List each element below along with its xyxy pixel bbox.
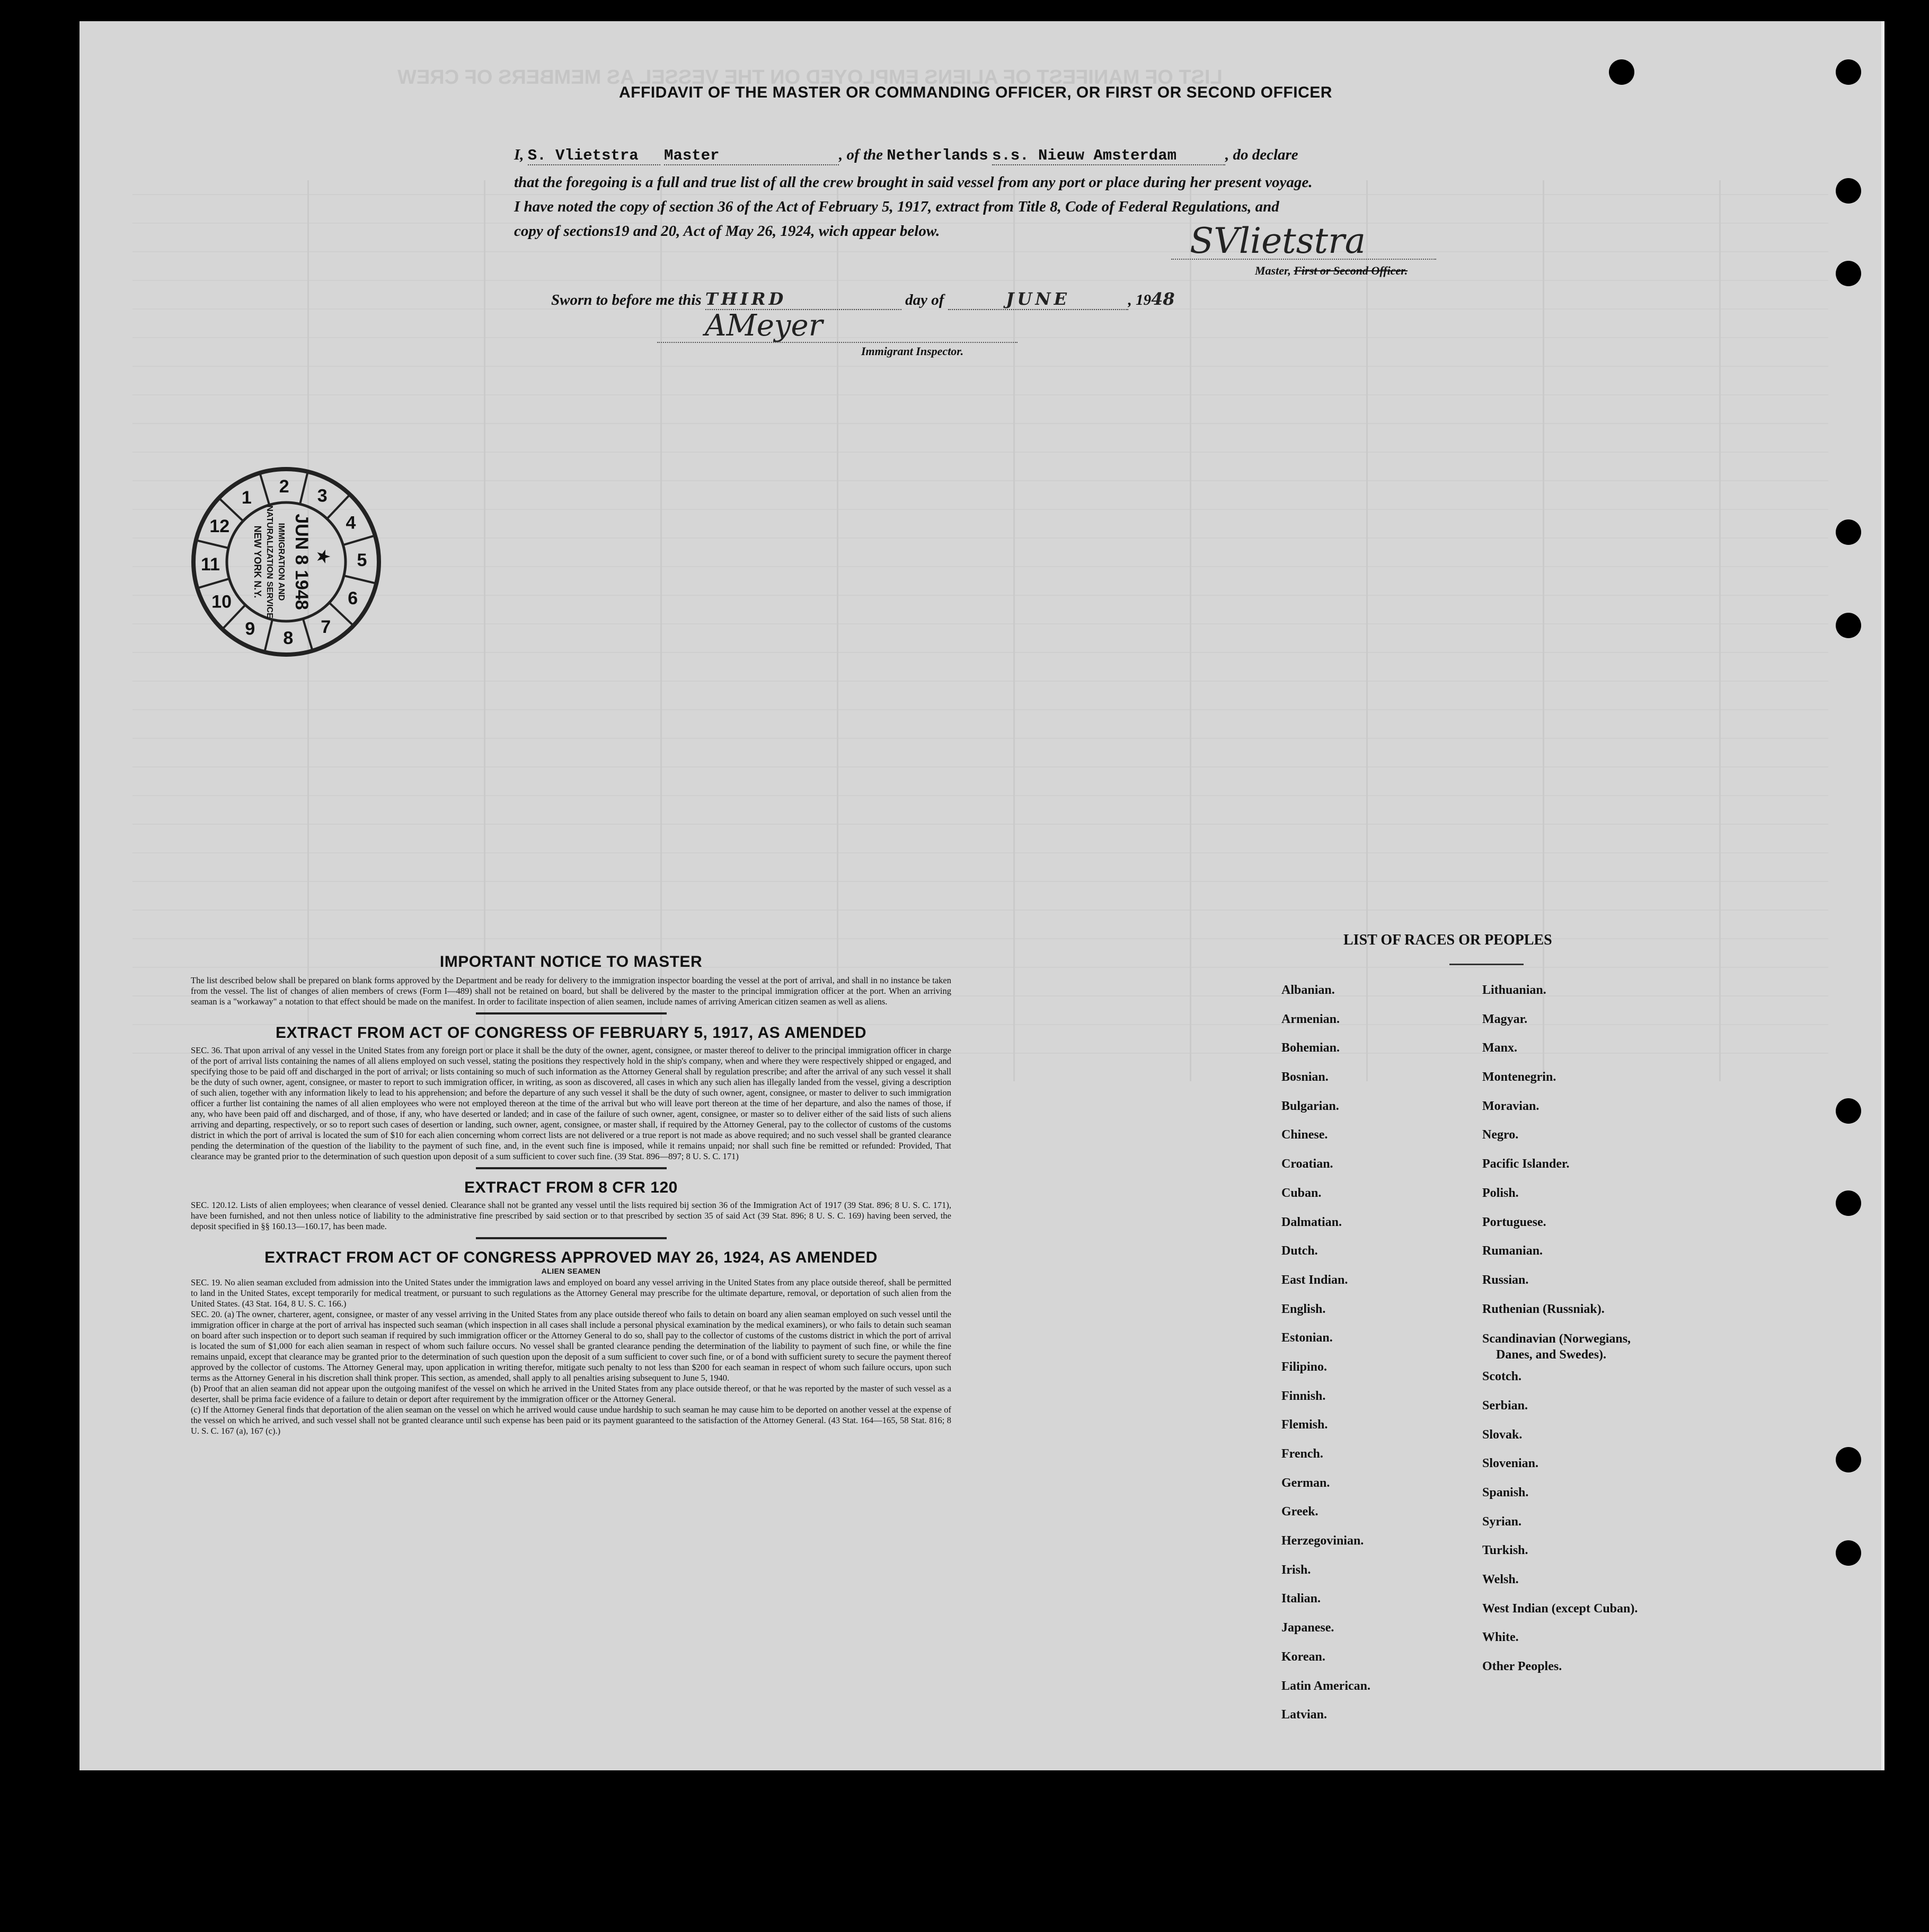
sworn-year-prefix: , 19 <box>1128 292 1152 308</box>
caption-master: Master, <box>1255 264 1291 277</box>
race-item: East Indian. <box>1281 1273 1348 1287</box>
sworn-year: 48 <box>1151 289 1175 309</box>
race-item: Spanish. <box>1482 1486 1529 1499</box>
affidavit-declare: , do declare <box>1225 146 1298 163</box>
stamp-ring-divider <box>197 579 229 588</box>
signature-line <box>1171 259 1436 261</box>
race-item: Irish. <box>1281 1563 1311 1577</box>
stamp-ring-number: 10 <box>211 592 232 612</box>
extract-1924-sec19: SEC. 19. No alien seaman excluded from admission into the United States under the immigration laws and employed on board any vessel arriving in the United States from any place outside thereof, shall be permitted to land in the United States, except temporarily for medical treatment, or pursuant to such regulations as the Attorney General may prescribe for the ultimate departure, removal, or deportation of such alien from the United States. (43 Stat. 164, 8 U. S. C. 166.) <box>191 1277 951 1309</box>
extract-cfr-title: EXTRACT FROM 8 CFR 120 <box>464 1179 678 1196</box>
master-name: S. Vlietstra <box>528 147 660 165</box>
extract-1924-sec20b: (b) Proof that an alien seaman did not appear upon the outgoing manifest of the vessel on which he arrived in the United States from any place outside thereof, or that he was reported by the master of such vessel as a deserter, shall be prima facie evidence of a failure to detain or deport after requirement by the immigration officer or the Attorney General. <box>191 1383 951 1404</box>
race-item: Lithuanian. <box>1482 983 1546 997</box>
extract-cfr-body: SEC. 120.12. Lists of alien employees; when clearance of vessel denied. Clearance shall not be granted any vessel until the lists required bij section 36 of the Immigration Act of 1917 (39 Stat. 896; 8 U. S. C. 171), have been furnished, and not then unless notice of liability to the administrative fine prescribed by said section or to that prescribed by section 35 of said Act (39 Stat. 896; 8 U. S. C. 169) having been served, the deposit specified in §§ 160.13—160.17, has been made. <box>191 1200 951 1231</box>
affidavit-of-the: of the <box>846 146 883 163</box>
affidavit-line-2: that the foregoing is a full and true list of all the crew brought in said vessel from any port or place during her present voyage. <box>514 174 1313 191</box>
punch-hole <box>1836 59 1861 85</box>
divider <box>476 1167 667 1169</box>
extract-1917-body: SEC. 36. That upon arrival of any vessel in the United States from any foreign port or place it shall be the duty of the owner, agent, consignee, or master thereof to deliver to the principal immigration officer in charge of the port of arrival lists containing the names of all aliens employed on such vessel, stating the positions they respectively hold in the ship's company, when and where they were respectively shipped or engaged, and specifying those to be paid off and discharged in the port of arrival; or lists containing so much of such information as the Attorney General shall by regulation prescribe; and after the arrival of any such vessel it shall be the duty of such owner, agent, consignee, or master to report to such immigration officer, in writing, as soon as discovered, all cases in which any such alien has illegally landed from the vessel, giving a description of such alien, together with any information likely to lead to his apprehension; and before the departure of any such vessel it shall be the duty of such owner, agent, consignee, or master to deliver to such immigration officer a further list containing the names of all alien employees who were not employed thereon at the time of the arrival but who will leave port thereon at the time of her departure, and also the names of those, if any, who have been paid off and discharged, and of those, if any, who have deserted or landed; and in case of the failure of such owner, agent, consignee, or master so to deliver either of the said lists of such aliens arriving and departing, respectively, or so to report such cases of desertion or landing, such owner, agent, consignee, or master shall, if required by the Attorney General, pay to the collector of customs of the customs district in which the port of arrival is located the sum of $10 for each alien concerning whom correct lists are not delivered or a true report is not made as above required; and no such vessel shall be granted clearance pending the determination of the question of the liability to the payment of such fine, and, in the event such fine is imposed, while it remains unpaid; nor shall such fine be remitted or refunded: Provided, That clearance may be granted prior to the determination of such question upon deposit of a sum sufficient to cover such fine. (39 Stat. 896—897; 8 U. S. C. 171) <box>191 1045 951 1161</box>
sworn-day: THIRD <box>705 289 901 310</box>
stamp-ring-number: 2 <box>279 477 289 497</box>
inspector-signature: AMeyer <box>705 308 823 343</box>
stamp-ring-number: 3 <box>317 486 328 506</box>
race-item: Negro. <box>1482 1128 1519 1142</box>
sworn-day-of: day of <box>905 292 944 308</box>
stamp-ring-divider <box>303 619 313 650</box>
affidavit-line-1: I, S. Vlietstra Master , of the Netherlands s.s. Nieuw Amsterdam , do declare <box>514 146 1298 164</box>
race-item: Portuguese. <box>1482 1215 1546 1229</box>
master-signature: SVlietstra <box>1190 220 1366 261</box>
vessel-name: s.s. Nieuw Amsterdam <box>992 147 1225 165</box>
stamp-ring-number: 9 <box>245 619 255 639</box>
bleed-through-columns <box>132 180 1828 1081</box>
master-rank: Master <box>664 147 839 165</box>
extract-1924-title: EXTRACT FROM ACT OF CONGRESS APPROVED MAY 26, 1924, AS AMENDED <box>264 1249 878 1266</box>
race-item: Syrian. <box>1482 1514 1522 1529</box>
race-item: Bulgarian. <box>1281 1099 1339 1113</box>
race-item: Scandinavian (Norwegians, Danes, and Swedes). <box>1482 1331 1638 1372</box>
affidavit-line-4: copy of sections19 and 20, Act of May 26, 1924, wich appear below. <box>514 223 940 240</box>
affidavit-i: I, <box>514 146 524 163</box>
stamp-seal <box>188 464 384 660</box>
race-item: Latin American. <box>1281 1679 1370 1693</box>
race-item: Slovenian. <box>1482 1457 1539 1471</box>
race-item: Scotch. <box>1482 1370 1521 1384</box>
race-item: Croatian. <box>1281 1157 1333 1171</box>
race-item: Japanese. <box>1281 1621 1334 1635</box>
sworn-prefix: Sworn to before me this <box>551 292 702 308</box>
stamp-ring-divider <box>196 540 228 548</box>
race-item: Finnish. <box>1281 1389 1326 1403</box>
divider <box>476 1237 667 1239</box>
stamp-ring-number: 12 <box>209 516 230 536</box>
extract-1924-sec20a: SEC. 20. (a) The owner, charterer, agent, consignee, or master of any vessel arriving in the United States from any place outside thereof who fails to detain on board any alien seaman employed on such vessel until the immigration officer in charge at the port of arrival has inspected such seaman (which inspection in all cases shall include a personal physical examination by the medical examiners), or who fails to detain such seaman on board after such inspection or to deport such seaman if required by such immigration officer or the Attorney General to do so, shall pay to the collector of customs of the customs district in which the port of arrival is located the sum of $1,000 for each alien seaman in respect of whom such failure occurs. No vessel shall be granted clearance pending the determination of the liability to payment of such fine, or while the fine remains unpaid, except that clearance may be granted prior to the determination of such question upon the deposit of a sum sufficient to cover such fine, or of a bond with sufficient surety to secure the payment thereof approved by the collector of customs. The Attorney General may, upon application in writing therefor, mitigate such penalty to not less than $200 for each seaman in respect of whom such failure occurs, upon such terms as the Attorney General in his discretion shall think proper. This section, as amended, shall apply to all penalties arising subsequent to June 5, 1940. <box>191 1309 951 1383</box>
race-item: White. <box>1482 1630 1519 1645</box>
race-item: Bosnian. <box>1281 1070 1329 1084</box>
race-item: Cuban. <box>1281 1186 1322 1200</box>
punch-hole <box>1836 1098 1861 1124</box>
race-item: Filipino. <box>1281 1360 1328 1374</box>
caption-struck: First or Second Officer. <box>1294 264 1408 277</box>
stamp-ring-number: 6 <box>348 588 358 609</box>
punch-hole <box>1836 1447 1861 1472</box>
race-item: Albanian. <box>1281 983 1335 997</box>
sworn-month: JUNE <box>948 289 1128 310</box>
inspector-line <box>657 342 1017 344</box>
race-item: West Indian (except Cuban). <box>1482 1601 1638 1616</box>
race-item: Manx. <box>1482 1041 1517 1055</box>
stamp-ring-divider <box>264 620 272 652</box>
stamp-ring-number: 7 <box>321 616 331 637</box>
bleed-through-header: LIST OF MANIFEST OF ALIENS EMPLOYED ON THE VESSEL AS MEMBERS OF CREW <box>397 66 1223 89</box>
race-item: Magyar. <box>1482 1012 1528 1026</box>
race-item: Dalmatian. <box>1281 1215 1342 1229</box>
race-item: Polish. <box>1482 1186 1519 1200</box>
race-item: Latvian. <box>1281 1708 1328 1722</box>
stamp-ring-number: 1 <box>241 488 252 508</box>
races-divider <box>1449 964 1524 965</box>
races-right-column <box>1482 983 1638 1689</box>
race-item: Flemish. <box>1281 1418 1328 1432</box>
race-item: Moravian. <box>1482 1099 1539 1113</box>
race-item: Russian. <box>1482 1273 1529 1287</box>
race-item: German. <box>1281 1476 1330 1490</box>
stamp-ring-number: 8 <box>283 628 294 648</box>
race-item: Herzegovinian. <box>1281 1534 1364 1548</box>
notice-body: The list described below shall be prepared on blank forms approved by the Department and be ready for delivery to the immigration inspector boarding the vessel at the port of arrival, and shall in no instance be taken from the vessel. The list of changes of alien members of crews (Form I—489) shall not be retained on board, but shall be delivered by the master to the principal immigration officer at the port. When an arriving seaman is a "workaway" a notation to that effect should be made on the manifest. In order to facilitate inspection of alien seamen, include names of arriving American citizen seamen as well as aliens. <box>191 975 951 1007</box>
race-item: Other Peoples. <box>1482 1660 1562 1674</box>
notice-title: IMPORTANT NOTICE TO MASTER <box>439 953 703 971</box>
race-item: Montenegrin. <box>1482 1070 1556 1084</box>
races-title: LIST OF RACES OR PEOPLES <box>1343 932 1552 948</box>
sworn-line <box>551 289 1175 310</box>
race-item: Rumanian. <box>1482 1244 1543 1258</box>
stamp-ring-divider <box>344 576 376 584</box>
stamp-place: NEW YORK N.Y. <box>252 525 263 598</box>
stamp-ring-number: 5 <box>357 550 367 571</box>
race-item: Turkish. <box>1482 1543 1528 1558</box>
race-item: Italian. <box>1281 1592 1321 1606</box>
immigration-stamp <box>188 464 384 660</box>
race-item: Chinese. <box>1281 1128 1328 1142</box>
race-item: Serbian. <box>1482 1398 1528 1413</box>
stamp-agency2: NATURALIZATION SERVICE <box>265 505 274 619</box>
race-item: French. <box>1281 1447 1323 1461</box>
affidavit-line-3: I have noted the copy of section 36 of the Act of February 5, 1917, extract from Title 8, Code of Federal Regulations, and <box>514 198 1279 215</box>
race-item: Bohemian. <box>1281 1041 1340 1055</box>
nationality: Netherlands <box>887 147 988 164</box>
extract-1917-title: EXTRACT FROM ACT OF CONGRESS OF FEBRUARY 5, 1917, AS AMENDED <box>275 1024 867 1042</box>
divider <box>476 1012 667 1014</box>
race-item: Pacific Islander. <box>1482 1157 1570 1171</box>
race-item: Estonian. <box>1281 1331 1333 1345</box>
stamp-ring-number: 4 <box>346 513 356 533</box>
punch-hole <box>1609 59 1634 85</box>
punch-hole <box>1836 613 1861 638</box>
notice-to-master <box>180 953 962 1436</box>
punch-hole <box>1836 1540 1861 1566</box>
race-item: Dutch. <box>1281 1244 1318 1258</box>
race-item: English. <box>1281 1302 1326 1316</box>
inspector-caption: Immigrant Inspector. <box>861 345 964 358</box>
stamp-ring-divider <box>300 472 308 504</box>
stamp-ring-divider <box>343 535 375 545</box>
punch-hole <box>1836 261 1861 286</box>
race-item: Slovak. <box>1482 1427 1523 1442</box>
races-left-column <box>1281 983 1370 1737</box>
signature-caption <box>1255 264 1408 278</box>
race-item: Welsh. <box>1482 1573 1519 1587</box>
punch-hole <box>1836 178 1861 204</box>
punch-hole <box>1836 519 1861 545</box>
race-item: Greek. <box>1281 1505 1319 1519</box>
stamp-ring-divider <box>260 473 269 505</box>
race-item-continued: Danes, and Swedes). <box>1496 1348 1607 1362</box>
race-item: Ruthenian (Russniak). <box>1482 1302 1605 1316</box>
punch-hole <box>1836 1190 1861 1216</box>
affidavit-title: AFFIDAVIT OF THE MASTER OR COMMANDING OFFICER, OR FIRST OR SECOND OFFICER <box>619 84 1332 101</box>
extract-1924-subtitle: ALIEN SEAMEN <box>541 1267 601 1275</box>
race-item: Armenian. <box>1281 1012 1340 1026</box>
svg-text:★: ★ <box>314 549 332 564</box>
extract-1924-sec20c: (c) If the Attorney General finds that deportation of the alien seaman on the vessel on which he arrived would cause undue hardship to such seaman he may cause him to be deported on another vessel at the expense of the vessel on which he arrived, and such vessel shall not be granted clearance until such expense has been paid or its payment guaranteed to the satisfaction of the Attorney General. (43 Stat. 164—165, 58 Stat. 816; 8 U. S. C. 167 (a), 167 (c).) <box>191 1405 951 1436</box>
stamp-ring-number: 11 <box>201 554 220 575</box>
race-item: Korean. <box>1281 1649 1325 1664</box>
stamp-date: JUN 8 1948 <box>291 514 312 610</box>
stamp-agency1: IMMIGRATION AND <box>277 523 286 601</box>
